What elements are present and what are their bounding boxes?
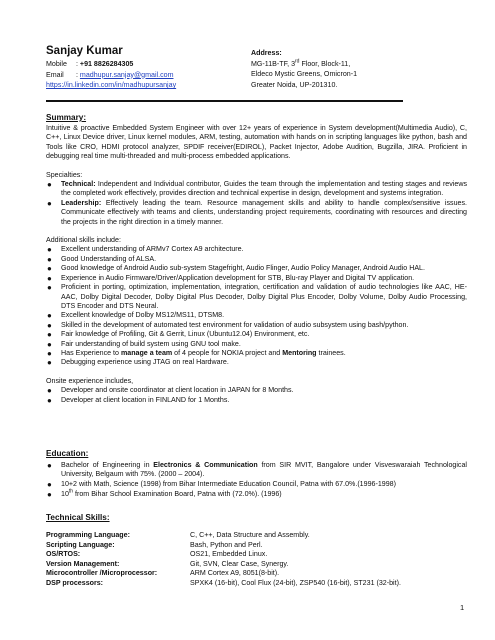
list-item: [46, 480, 467, 489]
additional-skills-label: Additional skills include:: [46, 236, 121, 245]
table-row: [46, 579, 476, 589]
skill-key: Scripting Language:: [46, 540, 115, 549]
twelfth-text: 10+2 with Math, Science (1998) from Bihar Intermediate Education Council, Patna with 67.0%.(1996-1998): [61, 479, 396, 488]
skill-value: OS21, Embedded Linux.: [190, 550, 268, 559]
address-block: [251, 49, 471, 91]
onsite-text: Developer at client location in FINLAND for 1 Months.: [61, 395, 230, 404]
skill-text: Excellent knowledge of Dolby MS12/MS11, DTSM8.: [61, 311, 225, 320]
be-pre: Bachelor of Engineering in: [61, 461, 154, 469]
list-item: [46, 461, 467, 480]
bullet-icon: ●: [47, 490, 52, 500]
email-label: Email: [46, 70, 64, 79]
bullet-icon: ●: [47, 479, 52, 489]
skill-value: Bash, Python and Perl.: [190, 540, 263, 549]
list-item: [46, 264, 467, 273]
manage-pre: Has Experience to: [61, 348, 121, 357]
list-item: [46, 358, 467, 367]
education-list: [46, 461, 467, 500]
list-item: [46, 274, 467, 283]
list-item: [46, 245, 467, 254]
education-section: [46, 461, 467, 500]
address-line-1: [251, 60, 471, 71]
bullet-icon: ●: [47, 180, 52, 190]
table-row: [46, 569, 476, 579]
onsite-text: Developer and onsite coordinator at client location in JAPAN for 8 Months.: [61, 386, 294, 395]
tenth-post: from Bihar School Examination Board, Patna with (72.0%). (1996): [73, 490, 282, 499]
address-line-1-post: Floor, Block-11,: [299, 59, 351, 68]
address-line-1-sup: rd: [295, 58, 300, 65]
list-item: [46, 349, 467, 358]
email-separator: :: [74, 70, 80, 79]
skill-value: SPXK4 (16-bit), Cool Flux (24-bit), ZSP540 (16-bit), ST231 (32-bit).: [190, 578, 401, 587]
list-item: [46, 311, 467, 320]
skill-key: Version Management:: [46, 559, 120, 568]
skill-text: Fair understanding of build system using GNU tool make.: [61, 339, 241, 348]
summary-intro: Intuitive & proactive Embedded System Engineer with over 12+ years of experience in System development(Multimedia Audio), C, C++, Linux Device driver, Linux kernel modules, ARM, testing, automation with hands on in scripting languages like python, bash and Tools like CRO, HDMI protocol analyzer, SPDIF receiver(EDIROL), Packet Injector, Adobe Audition, Bugzilla, JIRA. Proficient in debugging real time multi-threaded and multi-process embedded applications.: [46, 124, 467, 161]
manage-bold: manage a team: [120, 348, 173, 357]
education-heading: Education:: [46, 449, 89, 458]
table-row: [46, 560, 476, 570]
email-link[interactable]: madhupur.sanjay@gmail.com: [79, 70, 174, 79]
bullet-icon: ●: [47, 273, 52, 283]
bullet-icon: ●: [47, 254, 52, 264]
skill-text: Excellent understanding of ARMv7 Cortex A9 architecture.: [61, 245, 244, 254]
list-item: [46, 283, 467, 311]
specialty-heading: Leadership:: [61, 198, 102, 207]
bullet-icon: ●: [47, 358, 52, 368]
skill-text: Fair knowledge of Profiling, Git & Gerrit, Linux (Ubuntu12.04) Environment, etc.: [61, 330, 310, 339]
bullet-icon: ●: [47, 198, 52, 208]
linkedin-link[interactable]: https://in.linkedin.com/in/madhupursanjay: [46, 81, 177, 89]
table-row: [46, 531, 476, 541]
manage-mid: of 4 people for NOKIA project and: [172, 348, 283, 357]
address-line-1-pre: MG-11B-TF, 3: [251, 59, 296, 68]
mobile-label: Mobile: [46, 60, 67, 68]
be-bold: Electronics & Communication: [153, 461, 258, 469]
list-item: [46, 396, 467, 405]
mobile-separator: :: [74, 60, 80, 68]
address-line-3: Greater Noida, UP-201310.: [251, 80, 338, 89]
be-post: from SIR MVIT, Bangalore under Visveswaraiah Technological University, Belgaum with 75%. (2000 – 2004).: [61, 461, 467, 479]
list-item: [46, 340, 467, 349]
bullet-icon: ●: [47, 245, 52, 255]
address-line-2: Eldeco Mystic Greens, Omicron-1: [251, 70, 358, 78]
specialty-text: Effectively leading the team. Resource management skills and ability to handle complex/sensitive issues. Communicate effectively with teams and clients, understanding project requirements, coordinating with resources and directing the projects in the right direction in a timely manner.: [61, 198, 467, 226]
specialty-text: Independent and Individual contributor, Guides the team through the implementation and testing stages and reviews the completed work effectively, provides direction and technical expertise in design, development and systems integration.: [61, 180, 467, 198]
bullet-icon: ●: [47, 330, 52, 340]
table-row: [46, 550, 476, 560]
list-item: [46, 321, 467, 330]
list-item: [46, 330, 467, 339]
linkedin-row: [46, 81, 246, 92]
summary-heading: Summary:: [46, 113, 87, 122]
skill-text: Good Understanding of ALSA.: [61, 254, 157, 263]
skill-key: Programming Language:: [46, 531, 130, 539]
manage-bold-2: Mentoring: [282, 348, 317, 357]
skill-text: Experience in Audio Firmware/Driver/Application development for STB, Blu-ray Player and Digital TV application.: [61, 273, 415, 282]
bullet-icon: ●: [47, 461, 52, 470]
manage-post: trainees.: [316, 348, 346, 357]
skill-key: OS/RTOS:: [46, 550, 81, 559]
skill-text: Good knowledge of Android Audio sub-system Stagefright, Audio Flinger, Audio Policy Manager, Android Audio HAL.: [61, 264, 425, 273]
skill-value: ARM Cortex A9, 8051(8-bit).: [190, 569, 280, 578]
mobile-row: [46, 60, 246, 71]
onsite-label: Onsite experience includes,: [46, 376, 134, 385]
summary-section: [46, 124, 467, 405]
bullet-icon: ●: [47, 311, 52, 321]
bullet-icon: ●: [47, 348, 52, 358]
skill-text: Skilled in the development of automated test environment for validation of audio subsystem using bash/python.: [61, 320, 409, 329]
bullet-icon: ●: [47, 264, 52, 274]
list-item: [46, 386, 467, 395]
bullet-icon: ●: [47, 283, 52, 293]
page-number: 1: [460, 603, 465, 612]
skill-text: Proficient in porting, optimization, implementation, integration, certification and validation of audio technologies like AAC, HE-AAC, Dolby Digital Decoder, Dolby Digital Plus Decoder, Dolby Digital Plus Encoder, Dolby Volume, Dolby Audio Processing, DTS Encoder and DTS Neural.: [61, 283, 467, 310]
technical-skills-heading: Technical Skills:: [46, 513, 110, 522]
specialties-label: Specialties:: [46, 170, 83, 179]
skill-value: C, C++, Data Structure and Assembly.: [190, 531, 310, 539]
specialty-heading: Technical:: [61, 180, 96, 189]
tenth-sup: th: [68, 488, 74, 495]
specialties-list: [46, 180, 467, 227]
skill-key: DSP processors:: [46, 578, 104, 587]
list-item: [46, 255, 467, 264]
candidate-name: Sanjay Kumar: [46, 45, 123, 57]
onsite-list: [46, 386, 467, 405]
bullet-icon: ●: [47, 339, 52, 349]
list-item: [46, 199, 467, 227]
tenth-pre: 10: [61, 490, 69, 499]
contact-block: [46, 60, 246, 92]
email-row: [46, 71, 246, 82]
skill-key: Microcontroller /Microprocessor:: [46, 569, 158, 578]
header-divider: [46, 100, 403, 102]
table-row: [46, 541, 476, 551]
mobile-number: +91 8826284305: [79, 60, 134, 68]
bullet-icon: ●: [47, 395, 52, 405]
list-item: [46, 490, 467, 499]
bullet-icon: ●: [47, 320, 52, 330]
skill-value: Git, SVN, Clear Case, Synergy.: [190, 559, 289, 568]
address-label: Address:: [251, 49, 282, 57]
skill-text: Debugging experience using JTAG on real Hardware.: [61, 358, 229, 367]
bullet-icon: ●: [47, 386, 52, 396]
additional-skills-list: [46, 245, 467, 367]
list-item: [46, 180, 467, 199]
technical-skills-table: [46, 531, 476, 589]
